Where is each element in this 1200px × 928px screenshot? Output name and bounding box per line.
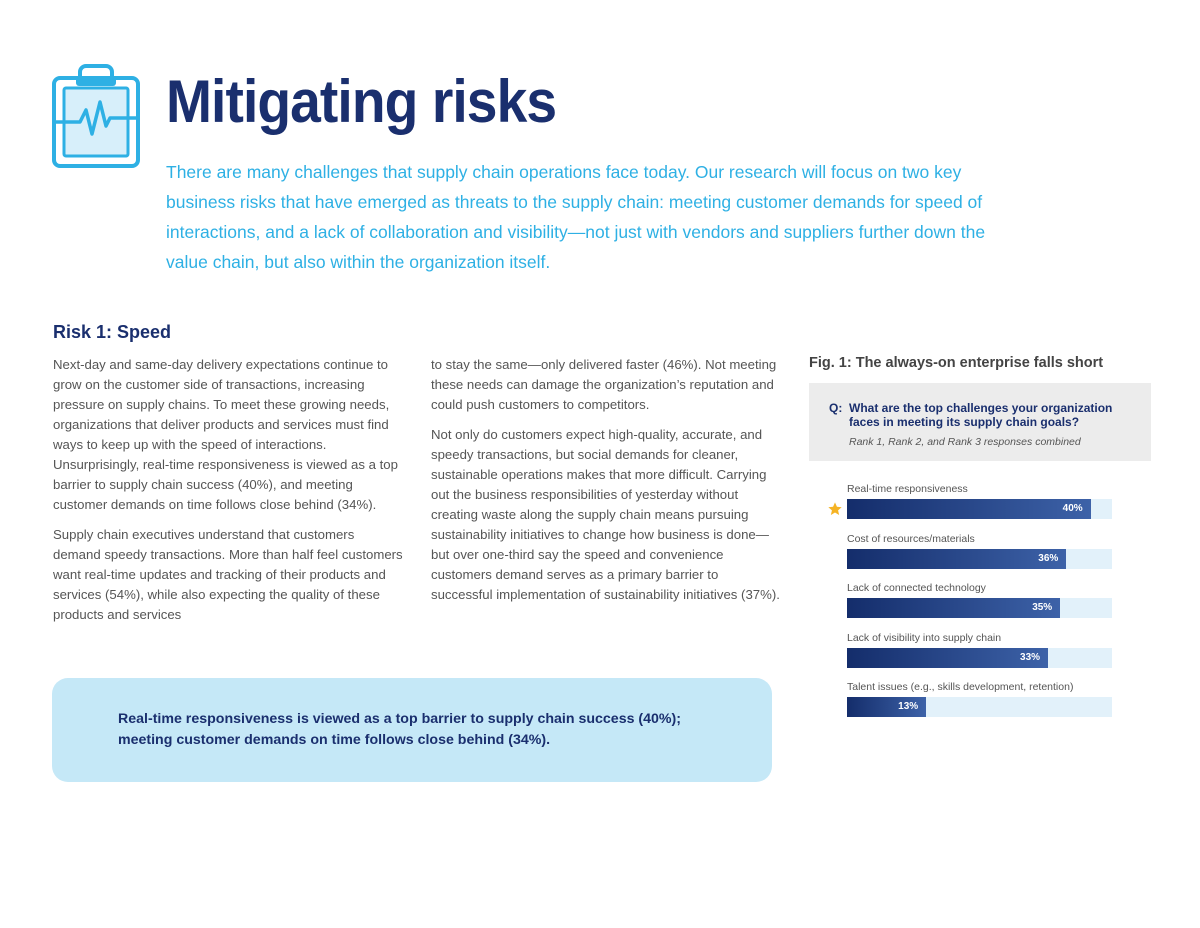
bar-category-label: Talent issues (e.g., skills development, retention)	[847, 681, 1074, 693]
bar-value-label: 40%	[1062, 503, 1083, 514]
bar	[847, 549, 1066, 569]
bar-value-label: 35%	[1032, 602, 1053, 613]
bar-track	[847, 598, 1112, 618]
callout-text: Real-time responsiveness is viewed as a top barrier to supply chain success (40%); meeting customer demands on time follows close behind (34%).	[118, 711, 681, 748]
bar-category-label: Lack of visibility into supply chain	[847, 631, 1002, 644]
bar-row	[847, 631, 1112, 668]
risk-heading: Risk 1: Speed	[53, 322, 172, 342]
paragraph: Supply chain executives understand that customers demand speedy transactions. More than half feel customers want real-time updates and tracking of their products and services (54%), while also expecting the quality of these products and services	[53, 527, 403, 622]
bar	[847, 499, 1091, 519]
callout-box	[52, 678, 772, 782]
page-title: Mitigating risks	[166, 68, 557, 135]
question-box	[809, 383, 1151, 461]
paragraph: Next-day and same-day delivery expectations continue to grow on the customer side of transactions, increasing pressure on supply chains. To meet these growing needs, organizations that deliver products and services must find ways to keep up with the speed of interactions. Unsurprisingly, real-time responsiveness is viewed as a top barrier to supply chain success (40%), and meeting customer demands on time follows close behind (34%).	[53, 357, 398, 512]
bar-row	[847, 680, 1112, 717]
bar-track	[847, 499, 1112, 519]
bar-track	[847, 697, 1112, 717]
bar-row	[847, 482, 1112, 519]
bar-track	[847, 549, 1112, 569]
bar	[847, 648, 1048, 668]
bar	[847, 598, 1060, 618]
star-icon	[827, 501, 843, 517]
question-label: Q:	[829, 401, 843, 415]
intro-paragraph: There are many challenges that supply chain operations face today. Our research will focus on two key business risks that have emerged as threats to the supply chain: meeting customer demands for speed of interactions, and a lack of collaboration and visibility—not just with vendors and suppliers further down the value chain, but also within the organization itself.	[166, 162, 986, 272]
question-text: What are the top challenges your organization faces in meeting its supply chain goals?	[849, 401, 1113, 429]
bar-value-label: 33%	[1020, 651, 1041, 663]
paragraph: to stay the same—only delivered faster (46%). Not meeting these needs can damage the organization’s reputation and could push customers to competitors.	[431, 357, 777, 412]
bar-track	[847, 648, 1112, 668]
bar	[847, 697, 926, 717]
figure-title: Fig. 1: The always-on enterprise falls short	[809, 355, 1104, 371]
text-column-left	[53, 355, 403, 635]
text-column-right	[431, 355, 781, 615]
bar-value-label: 13%	[898, 701, 919, 712]
bar-category-label: Lack of connected technology	[847, 582, 986, 594]
paragraph: Not only do customers expect high-quality, accurate, and speedy transactions, but social demands for cleaner, sustainable operations makes that more difficult. Carrying out the business responsibilities of yesterday without creating waste along the supply chain means pursuing sustainability initiatives to change how business is done—but over one-third say the speed and convenience customers demand serves as a primary barrier to successful implementation of sustainability initiatives (37%).	[431, 427, 780, 602]
question-subtitle: Rank 1, Rank 2, and Rank 3 responses combined	[849, 436, 1081, 448]
bar-row	[847, 581, 1112, 618]
bar-row	[847, 532, 1112, 569]
bar-category-label: Cost of resources/materials	[847, 532, 975, 545]
clipboard-pulse-icon	[50, 62, 142, 170]
bar-value-label: 36%	[1038, 552, 1059, 564]
bar-category-label: Real-time responsiveness	[847, 483, 968, 495]
